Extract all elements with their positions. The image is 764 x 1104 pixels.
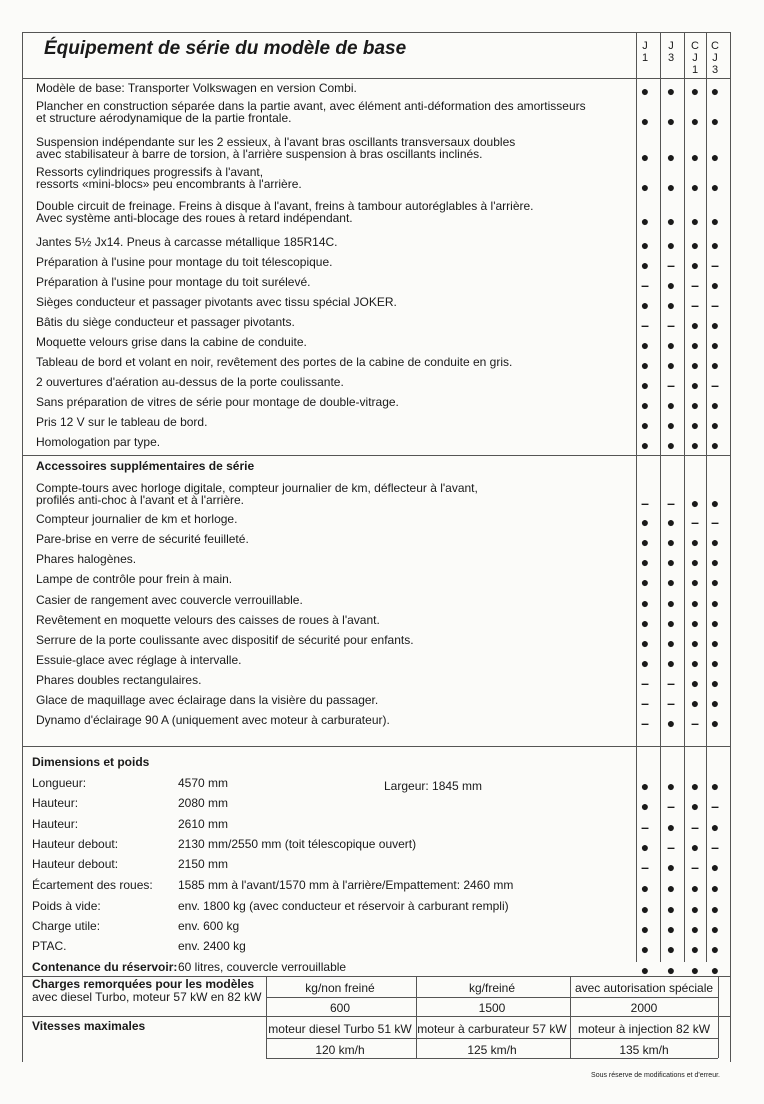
availability-mark: ● [640,417,650,433]
availability-mark: – [641,859,649,875]
availability-mark: – [641,277,649,293]
rule-line [22,78,731,79]
spec-line: Tableau de bord et volant en noir, revêtement des portes de la cabine de conduite en gris. [36,355,513,369]
availability-mark: ● [640,397,650,413]
availability-mark: ● [710,962,720,978]
availability-mark: ● [666,357,676,373]
availability-mark: ● [710,859,720,875]
speed-value: 135 km/h [619,1043,669,1057]
availability-mark: ● [710,778,720,794]
charges-value: 2000 [630,1001,658,1015]
spec-line: Compteur journalier de km et horloge. [36,512,238,526]
column-header: J [712,52,718,64]
spec-line: Double circuit de freinage. Freins à disque à l'avant, freins à tambour autoréglables à l'arrière. [36,199,534,213]
spec-line: Suspension indépendante sur les 2 essieux, à l'avant bras oscillants transversaux doubles [36,135,516,149]
spec-line: Pris 12 V sur le tableau de bord. [36,415,208,429]
availability-mark: ● [666,113,676,129]
availability-mark: ● [666,534,676,550]
spec-line: Homologation par type. [36,435,161,449]
dimension-label: Longueur: [32,776,87,790]
availability-mark: ● [640,941,650,957]
availability-mark: ● [710,397,720,413]
availability-mark: ● [690,655,700,671]
rule-line [22,1016,731,1017]
availability-mark: ● [690,113,700,129]
availability-mark: ● [690,337,700,353]
column-header: J [692,52,698,64]
availability-mark: ● [690,417,700,433]
charges-label: Charges remorquées pour les modèles [32,977,255,991]
speed-value: 125 km/h [467,1043,517,1057]
dimension-label: PTAC. [32,939,67,953]
availability-mark: ● [666,635,676,651]
availability-mark: – [711,377,719,393]
spec-line: Préparation à l'usine pour montage du toit surélevé. [36,275,311,289]
availability-mark: ● [640,962,650,978]
availability-mark: ● [666,901,676,917]
spec-line: Préparation à l'usine pour montage du toit télescopique. [36,255,333,269]
availability-mark: ● [710,635,720,651]
availability-mark: – [667,495,675,511]
availability-mark: ● [640,839,650,855]
availability-mark: ● [640,514,650,530]
availability-mark: ● [710,554,720,570]
column-header: C [691,40,699,52]
availability-mark: – [711,839,719,855]
availability-mark: ● [710,534,720,550]
availability-mark: ● [666,437,676,453]
availability-mark: ● [666,237,676,253]
availability-mark: ● [640,149,650,165]
availability-mark: ● [690,377,700,393]
spec-line: Compte-tours avec horloge digitale, compteur journalier de km, déflecteur à l'avant, [36,481,478,495]
availability-mark: ● [710,574,720,590]
availability-mark: ● [640,113,650,129]
availability-mark: ● [690,675,700,691]
column-header: 1 [641,52,649,64]
availability-mark: ● [666,514,676,530]
availability-mark: – [667,695,675,711]
availability-mark: ● [690,397,700,413]
dimension-value: 2130 mm/2550 mm (toit télescopique ouvert) [178,837,417,851]
availability-mark: ● [690,213,700,229]
availability-mark: ● [710,921,720,937]
availability-mark: – [641,695,649,711]
availability-mark: – [691,819,699,835]
availability-mark: ● [640,554,650,570]
availability-mark: – [711,297,719,313]
availability-mark: ● [666,595,676,611]
spec-line: Phares halogènes. [36,552,137,566]
availability-mark: ● [690,257,700,273]
spec-line: Sans préparation de vitres de série pour montage de double-vitrage. [36,395,399,409]
rule-line [22,746,731,747]
availability-mark: ● [690,615,700,631]
availability-mark: ● [690,921,700,937]
column-divider [660,32,661,962]
availability-mark: ● [640,595,650,611]
availability-mark: ● [666,859,676,875]
rule-line [266,997,718,998]
spec-line: Lampe de contrôle pour frein à main. [36,572,233,586]
availability-mark: ● [690,317,700,333]
availability-mark: – [641,675,649,691]
availability-mark: ● [666,277,676,293]
availability-mark: ● [690,357,700,373]
availability-mark: ● [640,297,650,313]
availability-mark: ● [666,715,676,731]
availability-mark: ● [640,357,650,373]
availability-mark: ● [690,534,700,550]
availability-mark: ● [690,237,700,253]
availability-mark: ● [666,179,676,195]
dimension-label: Écartement des roues: [32,878,153,892]
availability-mark: ● [640,377,650,393]
charges-header: kg/freiné [468,981,516,995]
availability-mark: ● [666,337,676,353]
speed-value: 120 km/h [315,1043,365,1057]
availability-mark: ● [710,357,720,373]
spec-line: Avec système anti-blocage des roues à retard indépendant. [36,211,353,225]
availability-mark: ● [666,83,676,99]
spec-line: et structure aérodynamique de la partie frontale. [36,111,292,125]
spec-line: Moquette velours grise dans la cabine de conduite. [36,335,307,349]
availability-mark: ● [710,715,720,731]
column-header: C [711,40,719,52]
charges-value: 600 [329,1001,351,1015]
availability-mark: ● [710,495,720,511]
availability-mark: – [711,257,719,273]
availability-mark: ● [640,655,650,671]
spec-line: avec stabilisateur à barre de torsion, à l'arrière suspension à bras oscillants inclinés. [36,147,483,161]
availability-mark: ● [710,417,720,433]
availability-mark: – [667,317,675,333]
dimension-extra: Largeur: 1845 mm [384,779,483,793]
dimension-label: Hauteur: [32,817,79,831]
dimension-value: 2150 mm [178,857,229,871]
availability-mark: – [667,257,675,273]
availability-mark: ● [710,675,720,691]
speed-header: moteur à carburateur 57 kW [417,1022,567,1036]
availability-mark: ● [640,83,650,99]
availability-mark: ● [666,778,676,794]
availability-mark: – [641,495,649,511]
availability-mark: ● [690,962,700,978]
spec-line: Serrure de la porte coulissante avec dispositif de sécurité pour enfants. [36,633,414,647]
column-divider [718,976,719,1058]
dimension-label: Hauteur: [32,796,79,810]
section-title: Dimensions et poids [32,755,150,769]
speeds-label: Vitesses maximales [32,1019,146,1033]
availability-mark: ● [640,534,650,550]
availability-mark: ● [640,921,650,937]
dimension-value: env. 600 kg [178,919,240,933]
availability-mark: – [691,297,699,313]
availability-mark: ● [666,615,676,631]
availability-mark: ● [666,149,676,165]
availability-mark: ● [690,798,700,814]
availability-mark: ● [640,257,650,273]
charges-header: kg/non freiné [305,981,375,995]
spec-line: Plancher en construction séparée dans la partie avant, avec élément anti-déformation des amortisseurs [36,99,586,113]
availability-mark: ● [640,237,650,253]
availability-mark: ● [640,798,650,814]
rule-line [22,455,731,456]
availability-mark: ● [666,417,676,433]
spec-line: Jantes 5½ Jx14. Pneus à carcasse métallique 185R14C. [36,235,338,249]
availability-mark: ● [710,149,720,165]
availability-mark: ● [690,179,700,195]
spec-line: Essuie-glace avec réglage à intervalle. [36,653,242,667]
dimension-label: Charge utile: [32,919,101,933]
availability-mark: ● [640,574,650,590]
dimension-label: Poids à vide: [32,899,101,913]
speed-header: moteur diesel Turbo 51 kW [268,1022,412,1036]
dimension-value: 1585 mm à l'avant/1570 mm à l'arrière/Empattement: 2460 mm [178,878,514,892]
availability-mark: – [691,514,699,530]
dimension-value: 60 litres, couvercle verrouillable [178,960,347,974]
availability-mark: ● [690,595,700,611]
charges-value: 1500 [478,1001,506,1015]
availability-mark: – [641,819,649,835]
spec-line: ressorts «mini-blocs» peu encombrants à l'arrière. [36,177,302,191]
dimension-value: 2610 mm [178,817,229,831]
spec-line: Phares doubles rectangulaires. [36,673,202,687]
column-divider [636,32,637,962]
dimension-value: 4570 mm [178,776,229,790]
dimension-value: env. 1800 kg (avec conducteur et réservoir à carburant rempli) [178,899,509,913]
spec-line: Sièges conducteur et passager pivotants avec tissu spécial JOKER. [36,295,397,309]
availability-mark: ● [640,615,650,631]
availability-mark: ● [710,317,720,333]
spec-line: Revêtement en moquette velours des caisses de roues à l'avant. [36,613,380,627]
availability-mark: ● [690,149,700,165]
availability-mark: ● [640,337,650,353]
column-divider [684,32,685,962]
availability-mark: ● [640,901,650,917]
availability-mark: ● [710,655,720,671]
availability-mark: – [711,514,719,530]
availability-mark: ● [690,83,700,99]
spec-line: Pare-brise en verre de sécurité feuilleté. [36,532,249,546]
dimension-label: Hauteur debout: [32,857,119,871]
availability-mark: ● [690,635,700,651]
charges-label: avec diesel Turbo, moteur 57 kW en 82 kW [32,990,262,1004]
spec-line: Ressorts cylindriques progressifs à l'avant, [36,165,264,179]
availability-mark: ● [710,437,720,453]
availability-mark: ● [710,615,720,631]
spec-line: Dynamo d'éclairage 90 A (uniquement avec moteur à carburateur). [36,713,390,727]
availability-mark: – [691,859,699,875]
availability-mark: – [691,715,699,731]
availability-mark: ● [666,574,676,590]
availability-mark: ● [666,213,676,229]
availability-mark: ● [640,179,650,195]
availability-mark: ● [710,595,720,611]
availability-mark: – [667,839,675,855]
availability-mark: ● [690,941,700,957]
availability-mark: ● [710,237,720,253]
availability-mark: ● [710,179,720,195]
dimension-label: Hauteur debout: [32,837,119,851]
availability-mark: ● [666,921,676,937]
availability-mark: ● [640,778,650,794]
page-title: Équipement de série du modèle de base [44,38,407,59]
availability-mark: – [667,675,675,691]
section-title: Accessoires supplémentaires de série [36,459,255,473]
availability-mark: ● [710,941,720,957]
column-header: J [642,40,648,52]
availability-mark: – [691,277,699,293]
availability-mark: ● [666,397,676,413]
rule-line [266,1038,718,1039]
availability-mark: ● [666,554,676,570]
availability-mark: ● [710,819,720,835]
dimension-label: Contenance du réservoir: [32,960,178,974]
availability-mark: ● [690,495,700,511]
column-header: 3 [711,64,719,76]
column-header: 1 [691,64,699,76]
availability-mark: ● [666,880,676,896]
column-divider [706,32,707,962]
availability-mark: ● [710,337,720,353]
availability-mark: ● [710,113,720,129]
availability-mark: ● [690,778,700,794]
dimension-value: env. 2400 kg [178,939,246,953]
availability-mark: ● [690,880,700,896]
availability-mark: – [641,317,649,333]
availability-mark: ● [710,901,720,917]
availability-mark: – [667,798,675,814]
availability-mark: ● [690,574,700,590]
availability-mark: ● [640,880,650,896]
spec-line: profilés anti-choc à l'avant et à l'arrière. [36,493,245,507]
availability-mark: ● [666,655,676,671]
availability-mark: ● [640,635,650,651]
availability-mark: ● [710,880,720,896]
availability-mark: ● [690,839,700,855]
spec-line: Glace de maquillage avec éclairage dans la visière du passager. [36,693,379,707]
availability-mark: ● [710,277,720,293]
spec-line: 2 ouvertures d'aération au-dessus de la porte coulissante. [36,375,344,389]
availability-mark: ● [710,83,720,99]
column-header: 3 [667,52,675,64]
spec-line: Casier de rangement avec couvercle verrouillable. [36,593,303,607]
availability-mark: ● [666,941,676,957]
availability-mark: ● [666,962,676,978]
availability-mark: – [711,798,719,814]
availability-mark: ● [690,901,700,917]
availability-mark: – [641,715,649,731]
availability-mark: ● [640,437,650,453]
spec-line: Modèle de base: Transporter Volkswagen en version Combi. [36,81,357,95]
availability-mark: ● [710,695,720,711]
spec-line: Bâtis du siège conducteur et passager pivotants. [36,315,295,329]
speed-header: moteur à injection 82 kW [577,1022,711,1036]
availability-mark: ● [666,819,676,835]
dimension-value: 2080 mm [178,796,229,810]
column-header: J [668,40,674,52]
availability-mark: ● [710,213,720,229]
availability-mark: ● [666,297,676,313]
availability-mark: ● [690,554,700,570]
availability-mark: ● [640,213,650,229]
availability-mark: – [667,377,675,393]
charges-header: avec autorisation spéciale [574,981,714,995]
availability-mark: ● [690,695,700,711]
availability-mark: ● [690,437,700,453]
rule-line [266,1058,718,1059]
footnote: Sous réserve de modifications et d'erreur. [591,1072,720,1079]
